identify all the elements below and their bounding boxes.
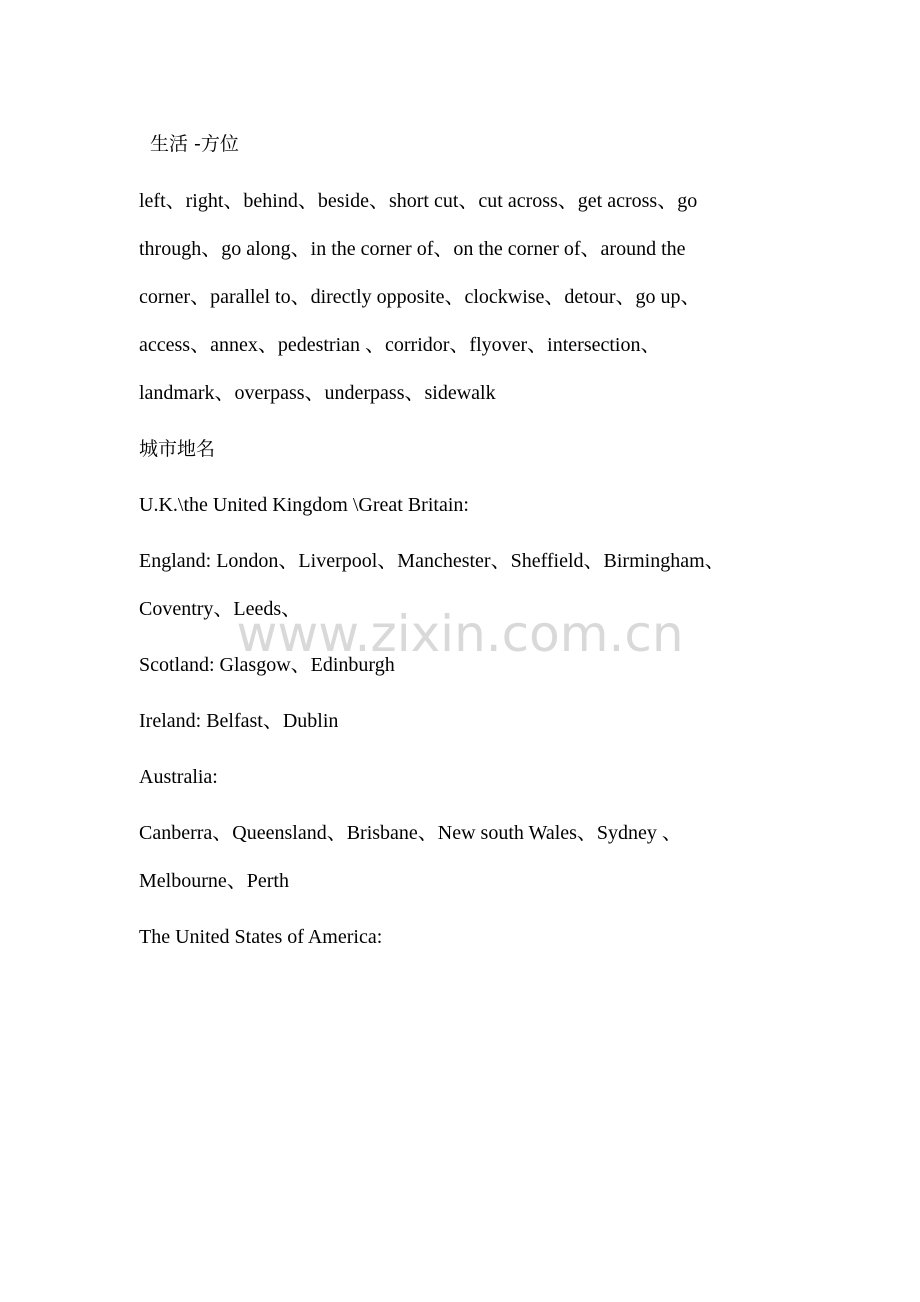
directions-line-1: left、right、behind、beside、short cut、cut across、get across、go: [139, 190, 698, 212]
directions-line-5: landmark、overpass、underpass、sidewalk: [139, 382, 496, 404]
directions-line-4: access、annex、pedestrian 、corridor、flyover、intersection、: [139, 334, 661, 356]
ireland-line: Ireland: Belfast、Dublin: [139, 710, 339, 732]
england-line-2: Coventry、Leeds、: [139, 598, 302, 620]
uk-heading: U.K.\the United Kingdom \Great Britain:: [139, 494, 469, 516]
section-title-directions: 生活 -方位: [150, 133, 239, 155]
australia-line-1: Canberra、Queensland、Brisbane、New south Wales、Sydney 、: [139, 822, 682, 844]
scotland-line: Scotland: Glasgow、Edinburgh: [139, 654, 395, 676]
australia-line-2: Melbourne、Perth: [139, 870, 289, 892]
australia-heading: Australia:: [139, 766, 218, 788]
directions-line-3: corner、parallel to、directly opposite、clockwise、detour、go up、: [139, 286, 701, 308]
england-line-1: England: London、Liverpool、Manchester、Sheffield、Birmingham、: [139, 550, 725, 572]
directions-line-2: through、go along、in the corner of、on the corner of、around the: [139, 238, 686, 260]
usa-heading: The United States of America:: [139, 926, 383, 948]
section-title-city-names: 城市地名: [139, 438, 216, 460]
watermark: www.zixin.com.cn: [236, 605, 684, 663]
